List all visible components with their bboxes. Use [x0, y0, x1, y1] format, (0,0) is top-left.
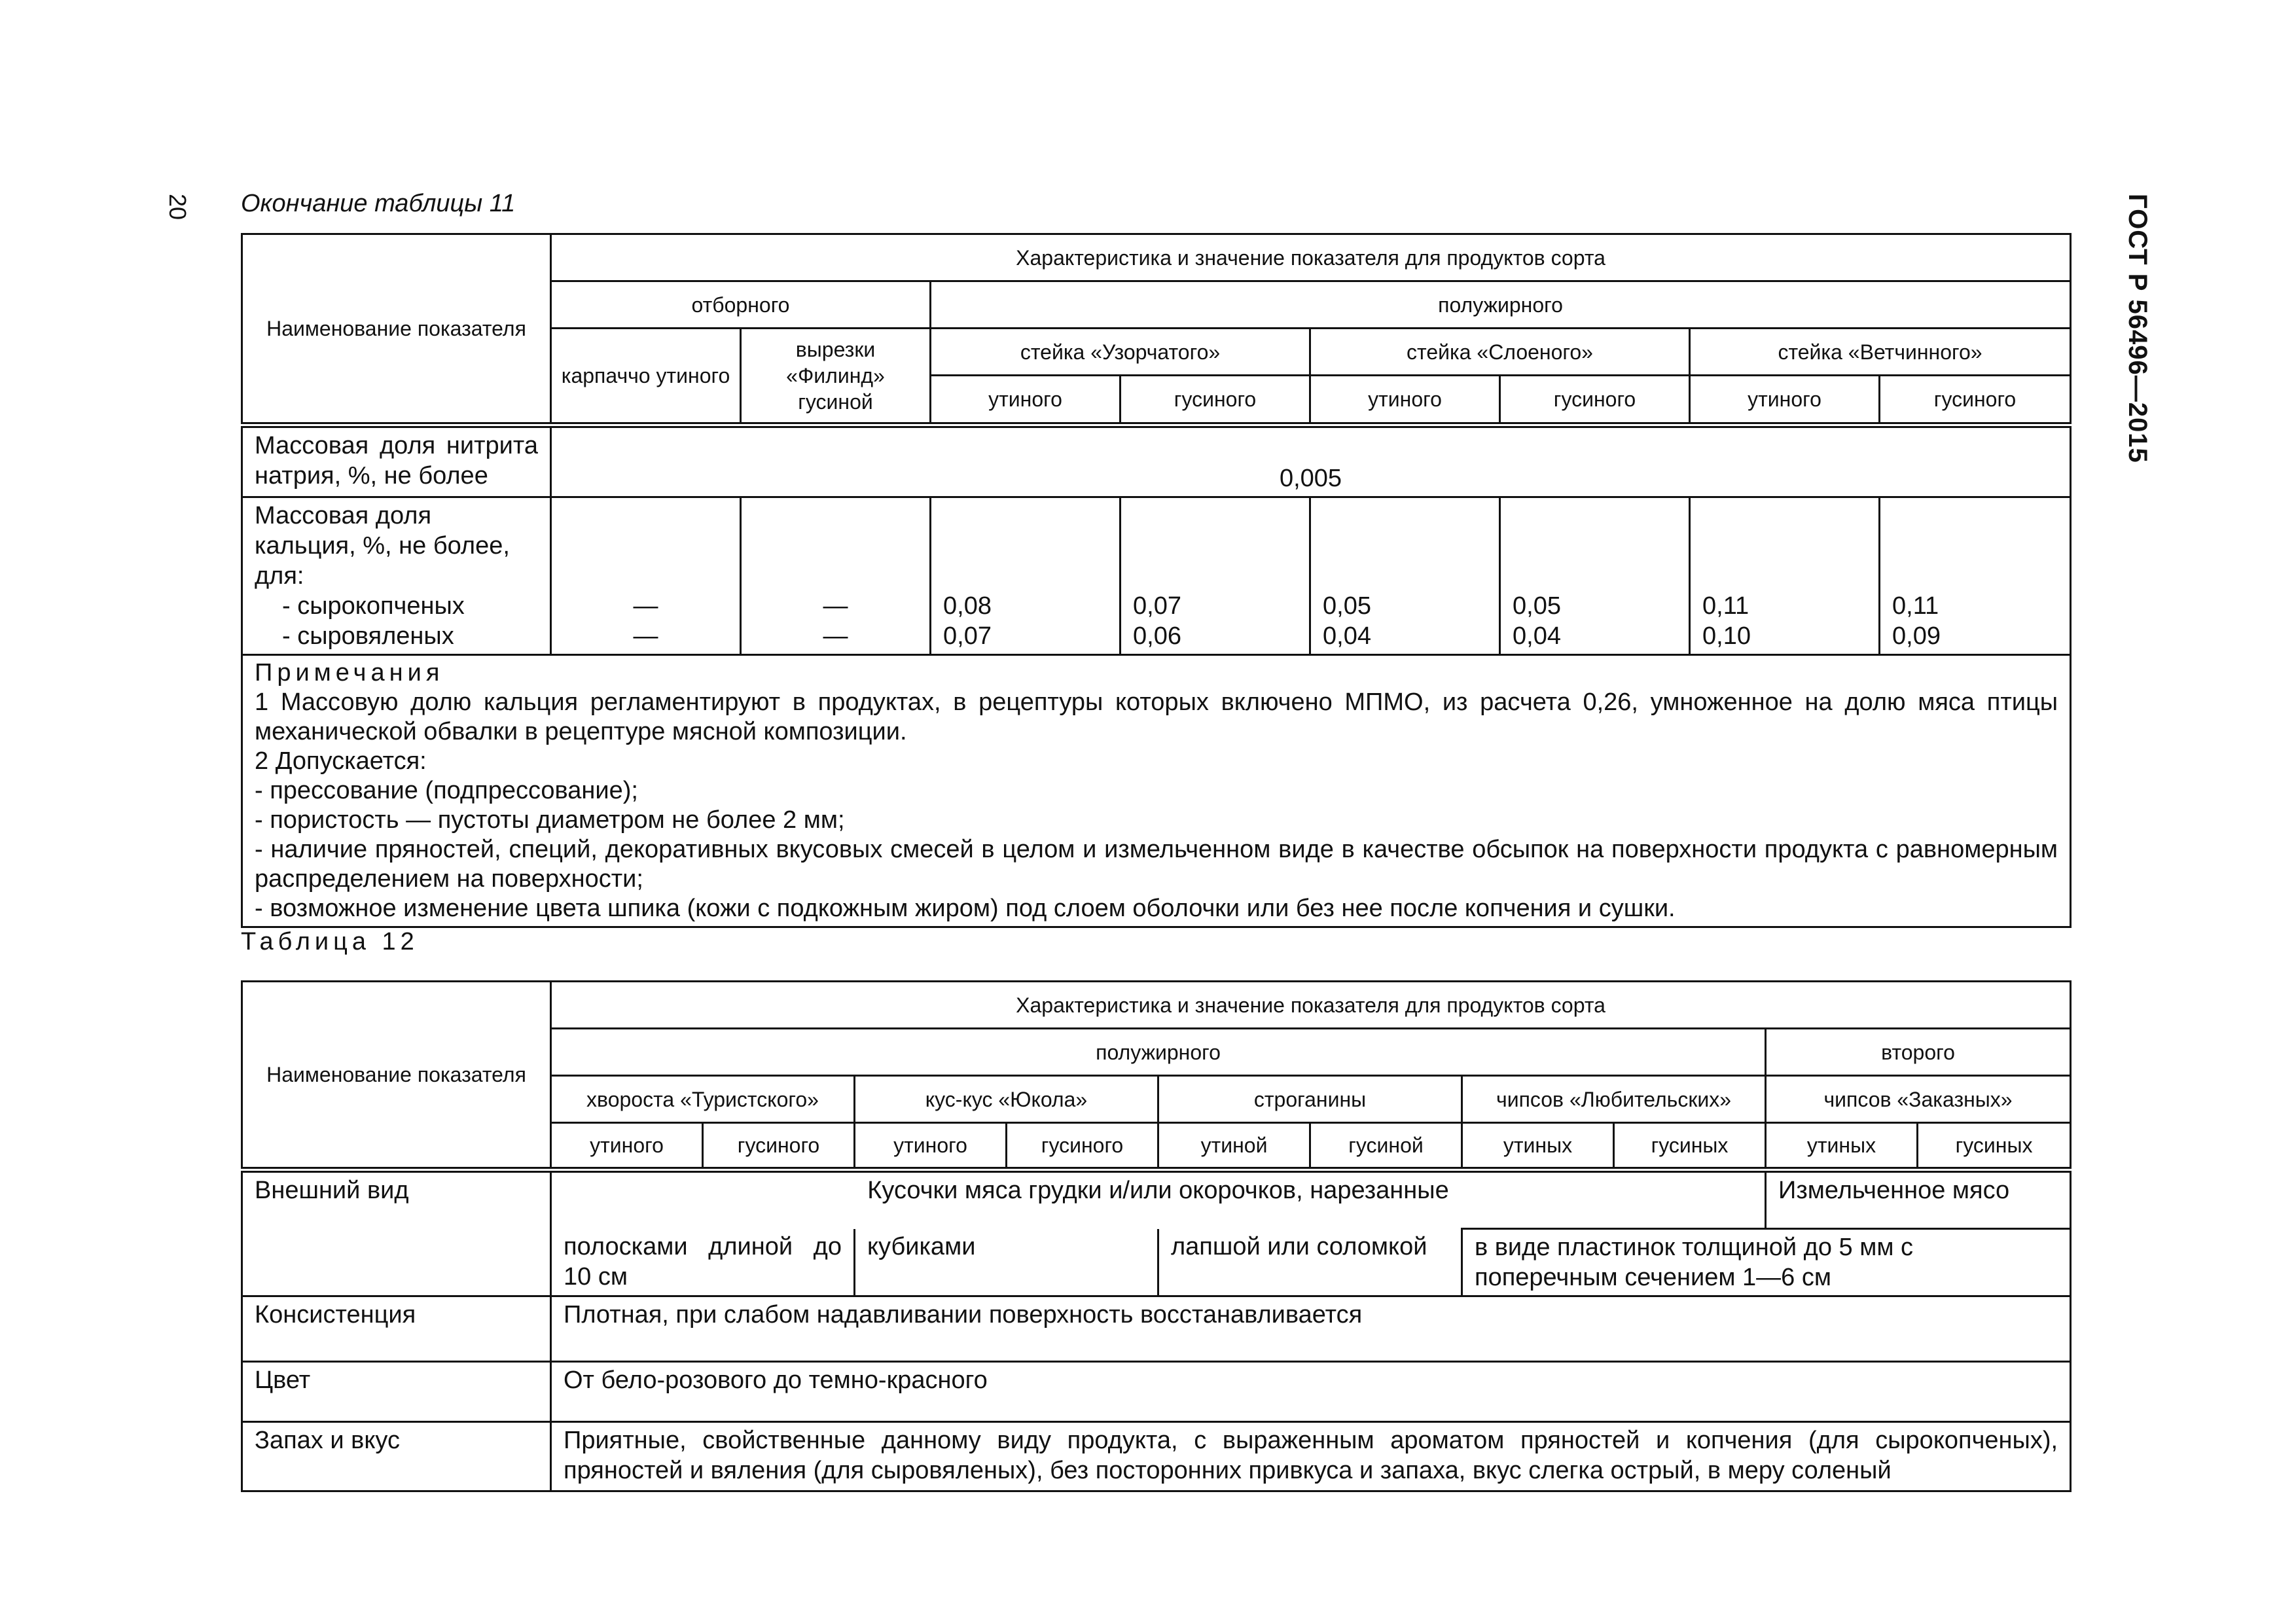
note-2-item: - прессование (подпрессование);	[255, 777, 638, 804]
document-code: ГОСТ Р 56496—2015	[2123, 194, 2152, 463]
t12-row-zapah-value: Приятные, свойственные данному виду продукта, с выраженным ароматом пряностей и копчения (для сырокопченых), пряностей и вяления (для сыровяленых), без посторонних привкуса и запаха, вкус слегка острый, в меру соленый	[551, 1422, 2071, 1491]
t12-header-vtorogo: второго	[1766, 1029, 2071, 1076]
value-syrovyal: 0,06	[1133, 622, 1181, 650]
note-2-item: - пористость — пустоты диаметром не более 2 мм;	[255, 806, 845, 834]
t11-header-gusinogo: гусиного	[1121, 376, 1310, 425]
note-2-item: - наличие пряностей, специй, декоративных вкусовых смесей в целом и измельченном виде в качестве обсыпок на поверхности продукта с равномерным распределением на поверхности;	[255, 836, 2058, 893]
value-syrokop: 0,11	[1892, 592, 1939, 620]
t12-vid-top: Кусочки мяса грудки и/или окорочков, нарезанные	[551, 1170, 1766, 1229]
t11-row-nitrit-value: 0,005	[551, 425, 2071, 497]
value-syrovyal: 0,04	[1513, 622, 1561, 650]
t11-notes	[242, 655, 2071, 927]
t12-header-name: Наименование показателя	[242, 982, 551, 1170]
t12-header-gusinyh: гусиных	[1614, 1123, 1766, 1170]
t11-header-steyk-sloen: стейка «Слоеного»	[1310, 329, 1690, 376]
t11-header-vyrezki: вырезки «Филинд» гусиной	[741, 329, 931, 425]
table-11	[241, 233, 2072, 928]
t12-row-kons-name: Консистенция	[242, 1296, 551, 1362]
notes-heading: Примечания	[255, 659, 444, 687]
t11-header-steyk-vetch: стейка «Ветчинного»	[1690, 329, 2071, 376]
table-12-caption: Таблица 12	[241, 928, 419, 955]
t11-header-gusinogo: гусиного	[1880, 376, 2071, 425]
t12-row-vid-name: Внешний вид	[242, 1170, 551, 1296]
t12-row-cvet-name: Цвет	[242, 1362, 551, 1422]
value-syrovyal: 0,09	[1892, 622, 1941, 650]
t11-header-utinogo: утиного	[1690, 376, 1880, 425]
t12-header-chips-lyub: чипсов «Любительских»	[1462, 1076, 1766, 1123]
t11-row-nitrit-name: Массовая доля нитрита натрия, %, не более	[242, 425, 551, 497]
t11-header-utinogo: утиного	[1310, 376, 1500, 425]
t12-header-hvorost: хвороста «Туристского»	[551, 1076, 855, 1123]
t12-vid-izmelch: Измельченное мясо	[1766, 1170, 2071, 1229]
t12-header-chips-zakaz: чипсов «Заказных»	[1766, 1076, 2071, 1123]
page-number: 20	[164, 194, 191, 221]
t12-header-gusinyh: гусиных	[1918, 1123, 2071, 1170]
t12-vid-poloski: полосками длиной до 10 см	[551, 1229, 855, 1296]
note-1: 1 Массовую долю кальция регламентируют в продуктах, в рецептуры которых включено МПМО, из расчета 0,26, умноженное на долю мяса птицы механической обвалки в рецептуре мясной композиции.	[255, 688, 2058, 745]
t11-header-gusinogo: гусиного	[1500, 376, 1690, 425]
table-11-caption: Окончание таблицы 11	[241, 190, 516, 217]
t12-header-utinogo: утиного	[855, 1123, 1007, 1170]
value-syrovyal: 0,10	[1702, 622, 1751, 650]
t12-row-kons-value: Плотная, при слабом надавливании поверхность восстанавливается	[551, 1296, 2071, 1362]
t12-header-gusinoy: гусиной	[1310, 1123, 1462, 1170]
t12-header-utinyh: утиных	[1462, 1123, 1614, 1170]
t11-header-steyk-uzor: стейка «Узорчатого»	[931, 329, 1310, 376]
t12-vid-kubiki: кубиками	[855, 1229, 1158, 1296]
calcium-label-syrokop: - сырокопченых	[282, 592, 465, 620]
dash: —	[823, 592, 848, 620]
t12-header-utinogo: утиного	[551, 1123, 703, 1170]
value-syrokop: 0,08	[943, 592, 992, 620]
table-12	[241, 980, 2072, 1492]
t11-calcium-sloen-gus	[1500, 497, 1690, 655]
t12-vid-plastinki: в виде пластинок толщиной до 5 мм с поперечным сечением 1—6 см	[1462, 1229, 2071, 1296]
t12-header-stroganina: строганины	[1158, 1076, 1462, 1123]
t12-header-gusinogo: гусиного	[1007, 1123, 1158, 1170]
value-syrokop: 0,11	[1702, 592, 1749, 620]
note-2: 2 Допускается:	[255, 747, 427, 775]
t12-header-utinyh: утиных	[1766, 1123, 1918, 1170]
t11-header-karpacho: карпаччо утиного	[551, 329, 741, 425]
t11-header-name: Наименование показателя	[242, 234, 551, 425]
note-2-item: - возможное изменение цвета шпика (кожи с подкожным жиром) под слоем оболочки или без нее после копчения и сушки.	[255, 895, 1676, 922]
t12-header-char: Характеристика и значение показателя для продуктов сорта	[551, 982, 2071, 1029]
t11-row-calcium-name	[242, 497, 551, 655]
t12-header-utinoy: утиной	[1158, 1123, 1310, 1170]
value-syrokop: 0,05	[1513, 592, 1561, 620]
t11-header-poluzhirnogo: полужирного	[931, 281, 2071, 329]
t12-header-poluzhirnogo: полужирного	[551, 1029, 1766, 1076]
t11-calcium-vetch-utin	[1690, 497, 1880, 655]
t11-calcium-vyrezki	[741, 497, 931, 655]
value-syrokop: 0,05	[1323, 592, 1371, 620]
t11-header-char: Характеристика и значение показателя для продуктов сорта	[551, 234, 2071, 281]
value-syrokop: 0,07	[1133, 592, 1181, 620]
t11-header-utinogo: утиного	[931, 376, 1121, 425]
t11-calcium-karpacho	[551, 497, 741, 655]
t11-calcium-vetch-gus	[1880, 497, 2071, 655]
t12-row-cvet-value: От бело-розового до темно-красного	[551, 1362, 2071, 1422]
t11-calcium-uzor-gus	[1121, 497, 1310, 655]
t12-row-zapah-name: Запах и вкус	[242, 1422, 551, 1491]
dash: —	[823, 622, 848, 650]
t11-calcium-uzor-utin	[931, 497, 1121, 655]
t12-vid-lapsha: лапшой или соломкой	[1158, 1229, 1462, 1296]
calcium-label-syrovyal: - сыровяленых	[282, 622, 454, 650]
t12-header-gusinogo: гусиного	[703, 1123, 855, 1170]
calcium-label: Массовая доля кальция, %, не более, для:	[255, 502, 510, 590]
t11-calcium-sloen-utin	[1310, 497, 1500, 655]
value-syrovyal: 0,07	[943, 622, 992, 650]
dash: —	[633, 592, 658, 620]
value-syrovyal: 0,04	[1323, 622, 1371, 650]
t12-header-kuskus: кус-кус «Юкола»	[855, 1076, 1158, 1123]
t11-header-otbornogo: отборного	[551, 281, 931, 329]
dash: —	[633, 622, 658, 650]
